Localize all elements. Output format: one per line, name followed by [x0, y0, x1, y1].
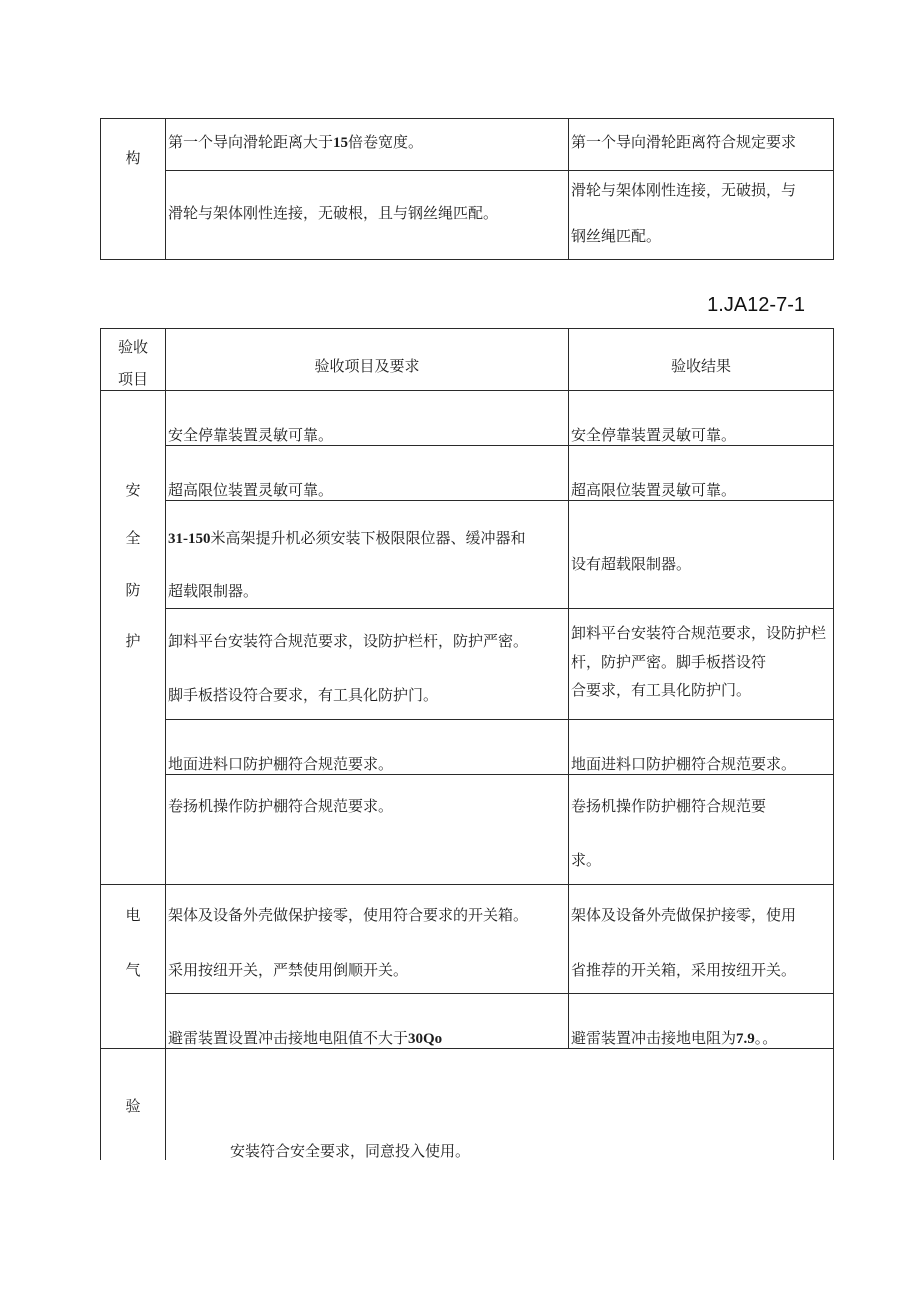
section-label-cell: [101, 119, 165, 259]
result-cell: [569, 609, 833, 719]
header-requirement: 验收项目及要求: [314, 357, 420, 375]
requirement-line: 超高限位装置灵敏可靠。: [168, 481, 334, 499]
requirement-cell: [166, 119, 568, 170]
text-segment: 米高架提升机必须安装下极限限位器、缓冲器和: [210, 529, 526, 547]
result-cell: [569, 171, 833, 259]
acceptance-table: [100, 328, 834, 1160]
requirement-cell: [166, 446, 568, 500]
text-segment: 第一个导向滑轮距离大于: [168, 133, 334, 151]
header-result: 验收结果: [670, 357, 731, 375]
requirement-cell: [166, 171, 568, 259]
result-line: 滑轮与架体刚性连接，无破损，与: [571, 181, 797, 199]
header-item-line: 验收: [117, 338, 148, 356]
result-cell: [569, 446, 833, 500]
requirement-line: 采用按纽开关，严禁使用倒顺开关。: [168, 961, 409, 979]
result-cell: [569, 885, 833, 993]
section-label-cell: [101, 885, 165, 1048]
result-line: 合要求，有工具化防护门。: [571, 681, 752, 699]
requirement-cell: [166, 391, 568, 445]
requirement-line: 超载限制器。: [168, 582, 259, 600]
result-line: 第一个导向滑轮距离符合规定要求: [571, 133, 797, 151]
section-label-char: 护: [125, 632, 141, 650]
requirement-cell: [166, 994, 568, 1048]
header-item-line: 项目: [117, 370, 148, 388]
section-label-char: 验: [125, 1097, 141, 1115]
header-requirement-cell: [166, 329, 568, 390]
section-label-cell: [101, 1049, 165, 1160]
section-label-char: 气: [125, 961, 141, 979]
result-cell: [569, 720, 833, 774]
result-line: 安全停靠装置灵敏可靠。: [571, 426, 737, 444]
result-cell: [569, 501, 833, 608]
requirement-cell: [166, 775, 568, 884]
result-line: 卸料平台安装符合规范要求，设防护栏: [571, 624, 827, 642]
section-label-char: 防: [125, 581, 141, 599]
header-item-cell: [101, 329, 165, 390]
requirement-line: 地面进料口防护棚符合规范要求。: [168, 755, 394, 773]
requirement-line: [168, 1028, 442, 1049]
result-line: 设有超载限制器。: [571, 555, 692, 573]
result-cell: [569, 994, 833, 1048]
section-label-char: 安: [125, 481, 141, 499]
section-label-char: 全: [125, 529, 141, 547]
result-line: [571, 1028, 777, 1049]
structure-check-table: [100, 118, 834, 260]
section-label: 构: [125, 149, 141, 167]
bold-value: 7.9: [736, 1031, 755, 1047]
table-rule-horizontal: [100, 259, 834, 260]
text-segment: 倍卷宽度。: [348, 133, 424, 151]
result-line: 超高限位装置灵敏可靠。: [571, 481, 737, 499]
bold-value: 15: [333, 135, 349, 151]
text-segment: 避雷装置冲击接地电阻为: [571, 1029, 737, 1047]
requirement-line: 脚手板搭设符合要求，有工具化防护门。: [168, 686, 439, 704]
requirement-line: [168, 132, 423, 153]
result-cell: [569, 391, 833, 445]
header-result-cell: [569, 329, 833, 390]
result-line: 地面进料口防护棚符合规范要求。: [571, 755, 797, 773]
table-rule-vertical: [833, 118, 834, 260]
requirement-line: 卷扬机操作防护棚符合规范要求。: [168, 797, 394, 815]
text-segment: 。。: [754, 1029, 778, 1047]
requirement-line: 架体及设备外壳做保护接零，使用符合要求的开关箱。: [168, 906, 529, 924]
requirement-line: 滑轮与架体刚性连接，无破根，且与钢丝绳匹配。: [168, 204, 499, 222]
result-line: 求。: [571, 851, 602, 869]
section-label-char: 电: [125, 906, 141, 924]
requirement-cell: [166, 609, 568, 719]
result-cell: [569, 119, 833, 170]
requirement-cell: [166, 720, 568, 774]
requirement-line: 卸料平台安装符合规范要求，设防护栏杆，防护严密。: [168, 632, 529, 650]
result-line: 架体及设备外壳做保护接零，使用: [571, 906, 797, 924]
requirement-cell: [166, 885, 568, 993]
result-cell: [569, 775, 833, 884]
requirement-line: [168, 528, 526, 549]
form-code: 1.JA12-7-1: [707, 294, 805, 316]
result-line: 卷扬机操作防护棚符合规范要: [571, 797, 767, 815]
result-line: 钢丝绳匹配。: [571, 227, 662, 245]
requirement-line: 安全停靠装置灵敏可靠。: [168, 426, 334, 444]
section-label-cell: [101, 391, 165, 884]
requirement-cell: [166, 501, 568, 608]
table-rule-vertical: [833, 328, 834, 1160]
text-segment: 避雷装置设置冲击接地电阻值不大于: [168, 1029, 409, 1047]
result-line: 杆，防护严密。脚手板搭设符: [571, 653, 767, 671]
conclusion-cell: [166, 1049, 833, 1160]
bold-value: 30Qo: [408, 1031, 443, 1047]
conclusion-text: 安装符合安全要求，同意投入使用。: [230, 1142, 471, 1160]
result-line: 省推荐的开关箱，采用按纽开关。: [571, 961, 797, 979]
bold-value: 31-150: [168, 531, 211, 547]
